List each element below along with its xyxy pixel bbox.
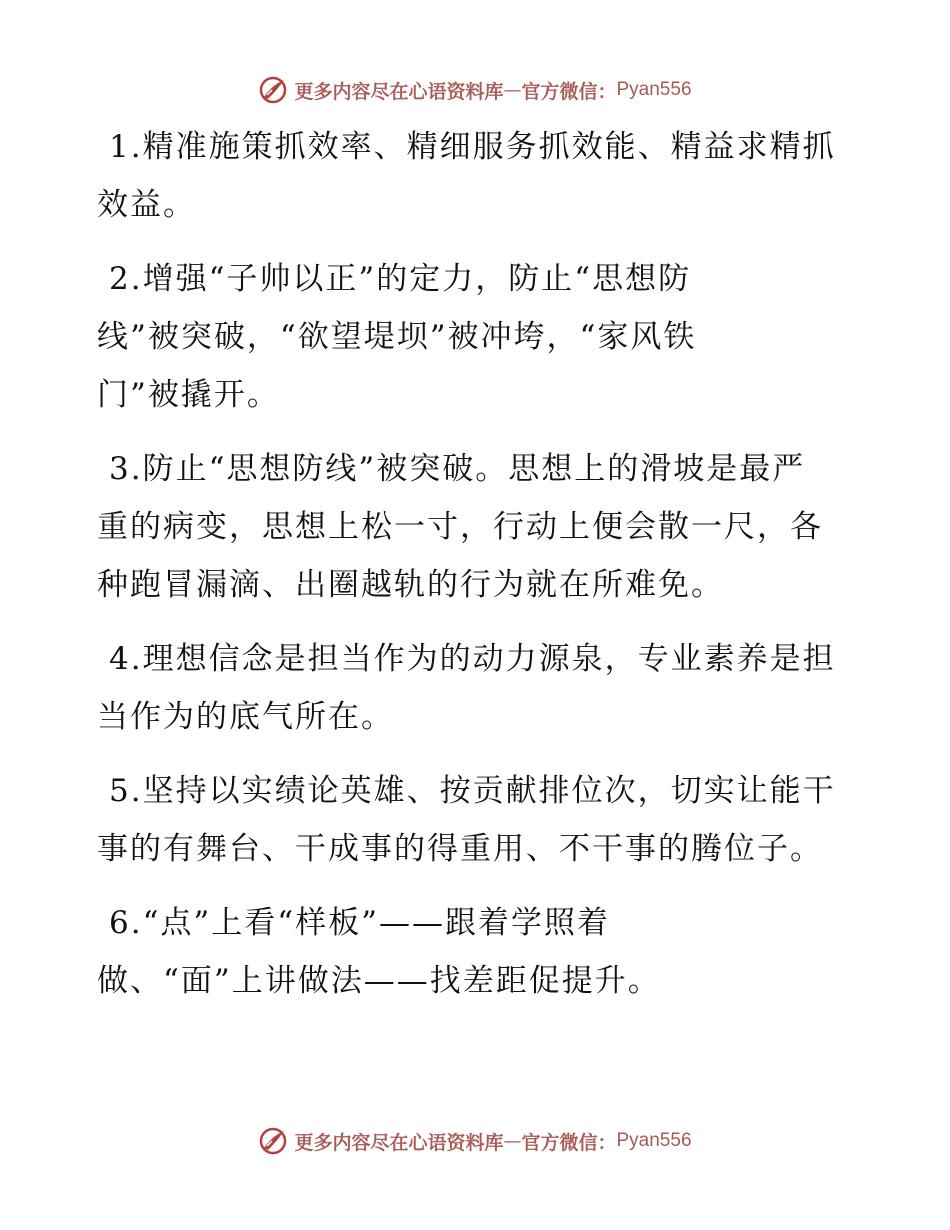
banner-label: 官方微信： — [521, 1131, 617, 1154]
banner-dash: — — [503, 79, 522, 101]
list-item-3: 3.防止“思想防线”被突破。思想上的滑坡是最严重的病变，思想上松一寸，行动上便会散一尺，各种跑冒漏滴、出圈越轨的行为就在所难免。 — [97, 451, 823, 603]
banner-dash: — — [503, 1130, 522, 1152]
document-body — [97, 118, 837, 1026]
list-item-5: 5.坚持以实绩论英雄、按贡献排位次，切实让能干事的有舞台、干成事的得重用、不干事的腾位子。 — [97, 773, 836, 867]
footer-banner — [0, 1121, 950, 1161]
list-item-1: 1.精准施策抓效率、精细服务抓效能、精益求精抓效益。 — [97, 129, 836, 223]
banner-handle: Pyan556 — [616, 1130, 692, 1151]
banner-label: 官方微信： — [521, 80, 617, 103]
banner-main-text: 更多内容尽在心语资料库 — [294, 1131, 504, 1154]
list-item-4: 4.理想信念是担当作为的动力源泉，专业素养是担当作为的底气所在。 — [97, 641, 836, 735]
list-item-6: 6.“点”上看“样板”——跟着学照着做、“面”上讲做法——找差距促提升。 — [97, 905, 661, 999]
pen-nib-logo-icon — [258, 75, 288, 105]
banner-handle: Pyan556 — [616, 79, 692, 100]
header-banner — [0, 70, 950, 110]
banner-main-text: 更多内容尽在心语资料库 — [294, 80, 504, 103]
pen-nib-logo-icon — [258, 1126, 288, 1156]
list-item-2: 2.增强“子帅以正”的定力，防止“思想防线”被突破，“欲望堤坝”被冲垮，“家风铁门”被撬开。 — [97, 261, 697, 413]
